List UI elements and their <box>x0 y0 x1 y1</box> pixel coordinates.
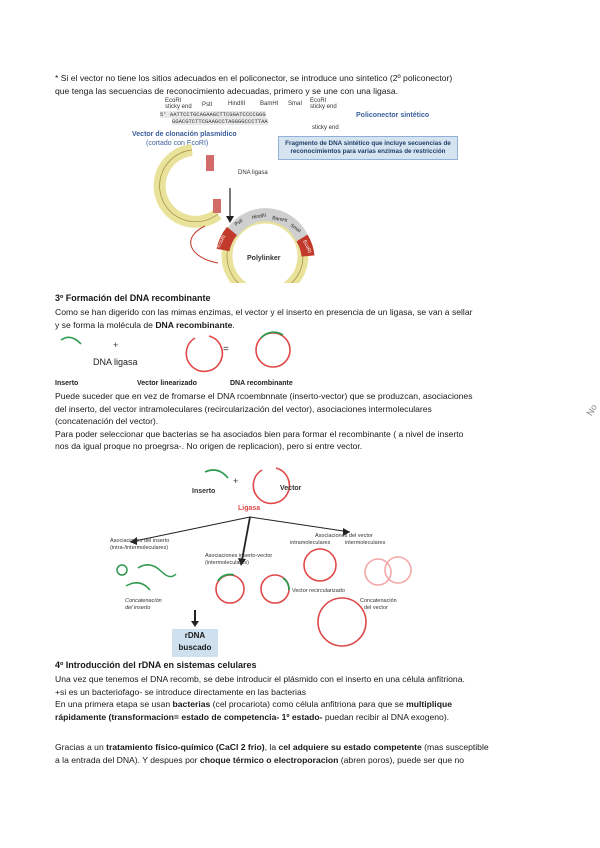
section-3-p2-line-1: Puede suceder que en vez de fromarse el DNA rcoembnnate (inserto-vector) que se produzcan, asociaciones <box>55 391 473 401</box>
section-3-line-2-bold: DNA recombinante <box>155 319 233 330</box>
s4-l5-e: (mas susceptible <box>421 742 489 752</box>
fig1-sticky-label: sticky end <box>165 104 192 110</box>
intro-line-2: que tenga las secuencias de reconocimiento adecuadas, primero y se une con una ligasa. <box>55 85 399 96</box>
fig3-vector-recirc: Vector recircularizado <box>292 588 345 594</box>
top-insert <box>205 470 228 478</box>
linear-vector <box>186 336 222 371</box>
fig1-psti-label: PstI <box>202 102 213 108</box>
concat-vector-big <box>318 598 366 646</box>
iv-insert-2 <box>283 578 289 590</box>
section-3-line-1: Como se han digerido con las mimas enzimas, el vector y el inserto en presencia de un ligasa, se van a sellar <box>55 307 473 317</box>
s4-l3-c: (cel procariota) como célula anfitriona para que se <box>210 699 407 710</box>
fig1-vector-sub: (cortado con EcoRI) <box>146 140 209 147</box>
fig1-sticky-bottom: sticky end <box>312 125 339 131</box>
recircularized-vector <box>304 549 336 581</box>
fig3-concat-vec-1: Concatenación <box>360 598 397 604</box>
section-4-line-1: Una vez que tenemos el DNA recomb, se debe introducir el plásmido con el inserto en una célula anfitriona. <box>55 674 465 684</box>
fig1-hindiii-label: HindIII <box>228 101 246 107</box>
fig2-plus: + <box>113 340 119 350</box>
section-3-p3-line-2: nos da igual proque no proegrsa-. No origen de replicacion), pero si entre vector. <box>55 441 363 452</box>
s4-l3-d: multiplique <box>406 699 452 710</box>
fig1-seq-bottom: GGACGTCTTCGAAGCCTAGGGGCCCTTAA <box>172 118 268 125</box>
section-3-p2-line-2: del inserto, del vector intramoleculares (recircularización del vector), asociaciones intermoleculares <box>55 403 432 414</box>
fig3-inserto: Inserto <box>192 488 216 495</box>
recombinant-vector <box>256 333 290 367</box>
fig1-seq-top: 5' AATTCCTGCAGAAGCTTCGGATCCCCGGG <box>160 111 266 118</box>
fig1-ecori-label-2: EcoRI <box>310 98 327 104</box>
ring-smai: SmaI <box>288 222 302 235</box>
fig3-concat-vec-2: del vector <box>364 605 388 611</box>
ring-psti: PstI <box>233 217 245 228</box>
polylinker-drawing <box>120 98 480 283</box>
fig3-asoc-inserto-2: (intra-/intermoleculares) <box>110 545 169 551</box>
rdna-buscado-box <box>172 629 218 657</box>
vector-sticky-end-top <box>206 155 214 171</box>
insert-concatenated-1 <box>138 565 176 577</box>
polylinker-ring-label: Polylinker <box>247 255 281 262</box>
s4-l3-a: En una primera etapa se usan <box>55 699 173 710</box>
s4-l4-a: rápidamente (transformacion= estado de competencia- 1º estado- <box>55 711 323 722</box>
buscado-label: buscado <box>178 643 212 652</box>
insert-circle <box>117 565 127 575</box>
s4-l5-b: tratamiento físico-químico (CaCl 2 frio) <box>106 742 265 752</box>
section-4-paragraph <box>55 673 555 723</box>
s4-l3-b: bacterias <box>172 699 211 710</box>
ring-ecori-2: EcoRI <box>301 239 313 255</box>
ring-bamhi: BamHI <box>271 215 288 225</box>
fig3-concat-ins-2: del inserto <box>125 605 151 611</box>
insert-concatenated-2 <box>126 583 150 590</box>
rdna-pointer-head <box>191 621 199 627</box>
fig2-inserto-label: Inserto <box>55 380 79 387</box>
fig3-concat-ins-1: Concatenación <box>125 598 162 604</box>
section-3-p2-line-3: (concatenación del vector). <box>55 416 159 427</box>
section-3-title: 3º Formación del DNA recombinante <box>55 293 211 303</box>
ligation-figure <box>55 330 315 388</box>
ring-hindiii: HindIII <box>251 212 267 221</box>
fig2-vector-label: Vector linearizado <box>137 380 197 387</box>
fig2-recombinante-label: DNA recombinante <box>230 380 293 387</box>
fig3-asoc-iv-2: (intermoleculares) <box>205 560 250 566</box>
section-4-paragraph-2 <box>55 741 555 766</box>
fig3-ligasa: Ligasa <box>238 505 261 512</box>
recircle-arrow <box>191 226 218 263</box>
fig3-asoc-iv-1: Asociaciones inserto-vector <box>205 553 273 559</box>
concat-vector-2 <box>385 557 411 583</box>
s4-l5-c: , la <box>264 742 279 752</box>
s4-l6-a: a la entrada del DNA). Y despues por <box>55 754 200 765</box>
outcomes-drawing <box>110 462 500 657</box>
fig1-sticky-label-2: sticky end <box>310 104 337 110</box>
s4-l5-d: cel adquiere su estado competente <box>278 742 422 752</box>
intro-paragraph <box>55 72 555 97</box>
vector-sticky-end-bottom <box>213 199 221 213</box>
fig3-asoc-inserto-1: Asociaciones del inserto <box>110 538 170 544</box>
section-4-title: 4º Introducción del rDNA en sistemas celulares <box>55 660 257 670</box>
s4-l4-b: puedan recibir al DNA exogeno). <box>322 711 450 722</box>
fig1-bamhi-label: BamHI <box>260 101 279 107</box>
section-4-line-6 <box>55 754 555 767</box>
rdna-label: rDNA <box>184 631 206 640</box>
fig1-smai-label: SmaI <box>288 101 303 107</box>
fig3-inter: intermoleculares <box>345 540 386 546</box>
s4-l6-b: choque térmico o electroporacion <box>199 754 339 765</box>
fig3-vector: Vector <box>280 485 302 492</box>
fig3-plus: + <box>233 476 239 486</box>
intro-line-1: * Si el vector no tiene los sitios adecuados en el policonector, se introduce uno sintetico (2º policonector) <box>55 73 453 83</box>
section-3-paragraph-2 <box>55 390 555 453</box>
fig1-vector-title: Vector de clonación plasmídico <box>132 131 237 138</box>
polylinker-figure <box>120 98 480 283</box>
section-3-line-2-text: y se forma la molécula de <box>55 319 156 330</box>
section-4-line-4 <box>55 711 555 724</box>
fig3-intra: intramoleculares <box>290 540 331 546</box>
section-4-line-2: +si es un bacteriofago- se introduce directamente en las bacterias <box>55 686 307 697</box>
section-3-paragraph <box>55 306 555 331</box>
section-3-p3-line-1: Para poder seleccionar que bacterias se ha asociados bien para formar el recombinante ( a nivel de inserto <box>55 428 464 439</box>
fig1-polyconnector-label: Policonector sintético <box>356 112 430 119</box>
iv-insert-1 <box>218 574 234 581</box>
section-4-line-5 <box>55 741 555 754</box>
fig1-explanation-box: Fragmento de DNA sintético que incluye secuencias de reconocimientos para varias enzimas de restricción <box>278 136 458 160</box>
fig2-dna-ligasa: DNA ligasa <box>93 357 138 367</box>
fig3-asoc-vector: Asociaciones del vector <box>315 533 373 539</box>
insert-fragment <box>61 337 81 344</box>
s4-l6-c: (abren poros), puede ser que no <box>338 754 465 765</box>
fig1-ecori-label: EcoRI <box>165 98 182 104</box>
arrow-right <box>250 517 350 532</box>
ligation-outcomes-figure <box>110 462 500 657</box>
fig2-equals: = <box>223 344 229 355</box>
ring-ecori: EcoRI <box>215 234 228 249</box>
section-3-line-2-end: . <box>232 319 235 330</box>
s4-l5-a: Gracias a un <box>55 742 107 752</box>
section-4-line-3 <box>55 698 555 711</box>
side-note: No <box>585 402 600 418</box>
fig1-dna-ligasa: DNA ligasa <box>238 170 268 176</box>
ligation-drawing <box>55 330 315 388</box>
